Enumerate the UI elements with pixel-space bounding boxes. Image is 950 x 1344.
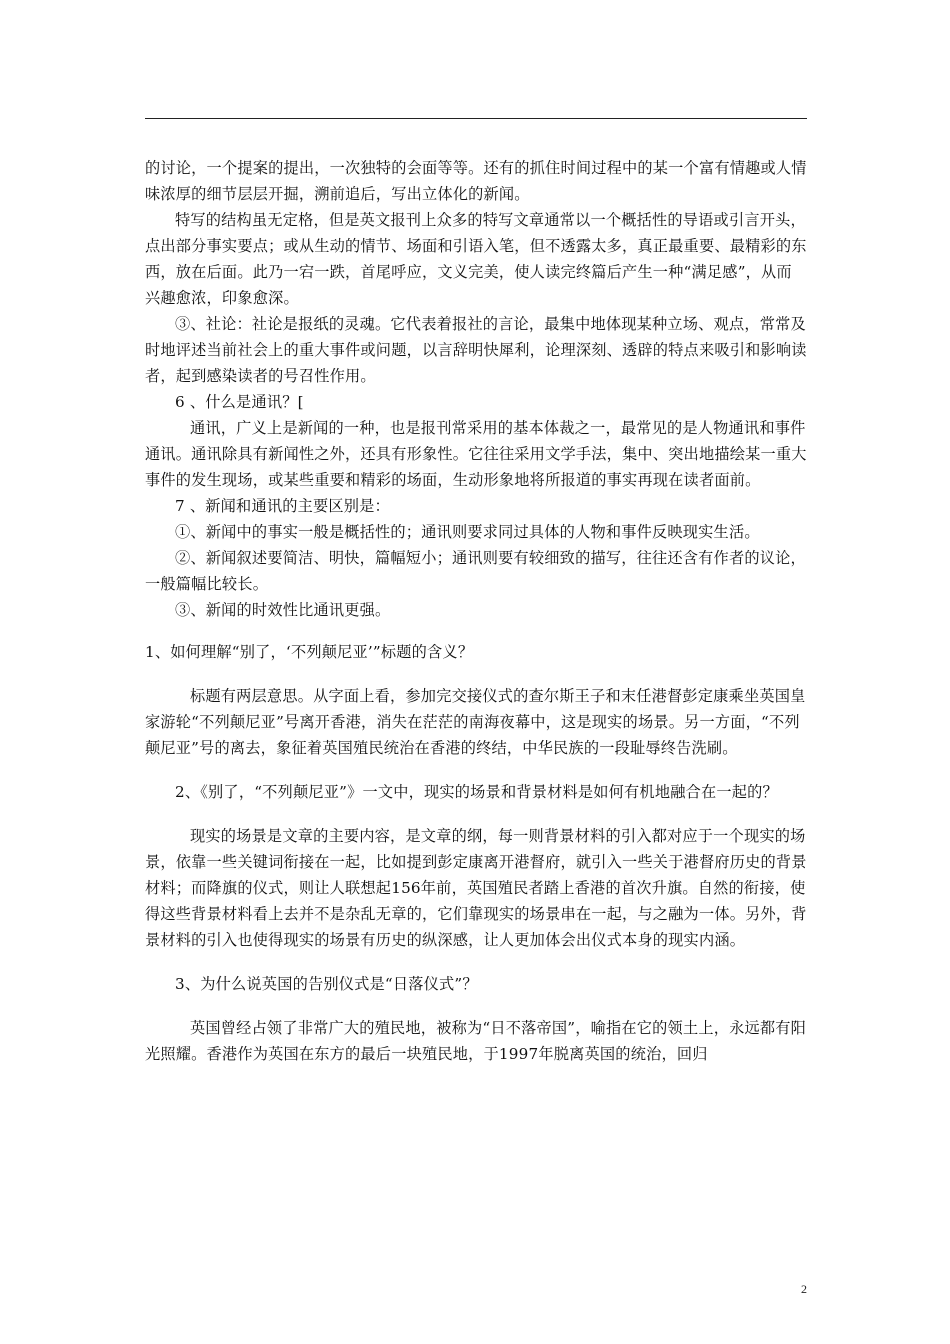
document-body — [145, 155, 807, 1067]
paragraph-tongxun-definition: 通讯，广义上是新闻的一种，也是报刊常采用的基本体裁之一，最常见的是人物通讯和事件通讯。通讯除具有新闻性之外，还具有形象性。它往往采用文学手法，集中、突出地描绘某一重大事件的发生现场，或某些重要和精彩的场面，生动形象地将所报道的事实再现在读者面前。 — [145, 419, 807, 489]
answer-3: 英国曾经占领了非常广大的殖民地，被称为“日不落帝国”，喻指在它的领土上，永远都有阳光照耀。香港作为英国在东方的最后一块殖民地，于1997年脱离英国的统治，回归 — [145, 1019, 807, 1063]
answer-1: 标题有两层意思。从字面上看，参加完交接仪式的查尔斯王子和末任港督彭定康乘坐英国皇家游轮“不列颠尼亚”号离开香港，消失在茫茫的南海夜幕中，这是现实的场景。另一方面，“不列颠尼亚”号的离去，象征着英国殖民统治在香港的终结，中华民族的一段耻辱终告洗刷。 — [145, 687, 806, 757]
question-3: 3、为什么说英国的告别仪式是“日落仪式”？ — [175, 975, 478, 993]
list-item-difference-1: ①、新闻中的事实一般是概括性的；通讯则要求同过具体的人物和事件反映现实生活。 — [175, 523, 760, 541]
list-item-difference-2: ②、新闻叙述要简洁、明快，篇幅短小；通讯则要有较细致的描写，往往还含有作者的议论，一般篇幅比较长。 — [145, 549, 806, 593]
question-1: 1、如何理解“别了，‘不列颠尼亚’”标题的含义？ — [145, 643, 474, 661]
answer-2: 现实的场景是文章的主要内容，是文章的纲，每一则背景材料的引入都对应于一个现实的场景，依靠一些关键词衔接在一起，比如提到彭定康离开港督府，就引入一些关于港督府历史的背景材料；而降旗的仪式，则让人联想起156年前，英国殖民者踏上香港的首次升旗。自然的衔接，使得这些背景材料看上去并不是杂乱无章的，它们靠现实的场景串在一起，与之融为一体。另外，背景材料的引入也使得现实的场景有历史的纵深感，让人更加体会出仪式本身的现实内涵。 — [145, 827, 807, 949]
question-2: 2、《别了，“不列颠尼亚”》一文中，现实的场景和背景材料是如何有机地融合在一起的？ — [175, 783, 778, 801]
header-rule — [145, 118, 807, 119]
heading-what-is-tongxun: 6 、什么是通讯？[ — [175, 393, 304, 411]
heading-news-vs-tongxun: 7 、新闻和通讯的主要区别是： — [175, 497, 390, 515]
list-item-difference-3: ③、新闻的时效性比通讯更强。 — [175, 601, 391, 619]
paragraph-discussion-continued: 的讨论，一个提案的提出，一次独特的会面等等。还有的抓住时间过程中的某一个富有情趣或人情味浓厚的细节层层开掘，溯前追后，写出立体化的新闻。 — [145, 159, 807, 203]
paragraph-feature-structure: 特写的结构虽无定格，但是英文报刊上众多的特写文章通常以一个概括性的导语或引言开头，点出部分事实要点；或从生动的情节、场面和引语入笔，但不透露太多，真正最重要、最精彩的东西，放在后面。此乃一宕一跌，首尾呼应，文义完美，使人读完终篇后产生一种“满足感”，从而兴趣愈浓，印象愈深。 — [145, 211, 807, 307]
paragraph-editorial: ③、社论：社论是报纸的灵魂。它代表着报社的言论，最集中地体现某种立场、观点，常常及时地评述当前社会上的重大事件或问题，以言辞明快犀利，论理深刻、透辟的特点来吸引和影响读者，起到感染读者的号召性作用。 — [145, 315, 807, 385]
page-number: 2 — [801, 1282, 807, 1296]
